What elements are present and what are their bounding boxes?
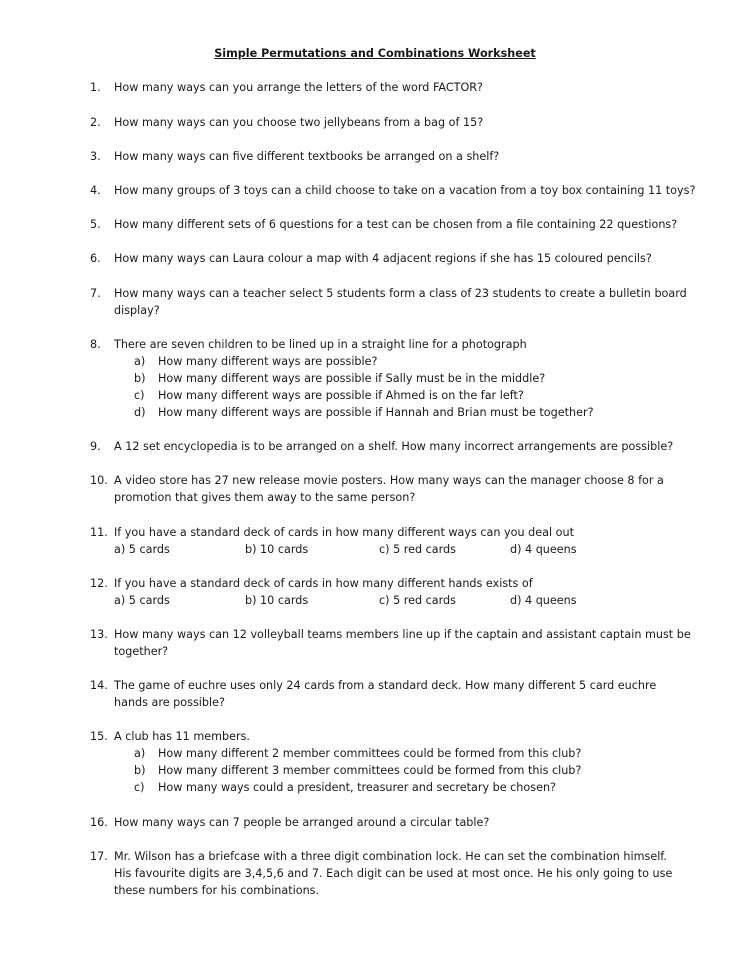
question-8 [90,336,710,421]
question-17 [90,848,710,899]
sub-text: How many different ways are possible if Sally must be in the middle? [158,372,546,385]
option-a: a) 5 cards [114,594,170,607]
option-d: d) 4 queens [510,543,577,556]
question-text: How many different sets of 6 questions for a test can be chosen from a file containing 22 questions? [114,218,678,231]
question-number: 5. [90,218,101,231]
question-text-line: The game of euchre uses only 24 cards from a standard deck. How many different 5 card euchre [114,679,657,692]
question-4 [90,182,710,199]
question-15 [90,728,710,796]
question-9 [90,438,710,455]
question-11 [90,524,710,558]
sub-label: b) [134,372,146,385]
question-text-line: display? [114,304,160,317]
question-6 [90,250,710,267]
sub-question-a [134,745,710,762]
question-number: 9. [90,440,101,453]
question-text: A club has 11 members. [114,730,250,743]
option-b: b) 10 cards [245,543,309,556]
option-a: a) 5 cards [114,543,170,556]
question-5 [90,216,710,233]
question-number: 12. [90,577,108,590]
sub-text: How many different ways are possible if Ahmed is on the far left? [158,389,524,402]
question-number: 10. [90,474,108,487]
question-text: How many ways can 7 people be arranged around a circular table? [114,816,490,829]
sub-text: How many different 2 member committees could be formed from this club? [158,747,582,760]
sub-label: a) [134,355,146,368]
question-text: How many groups of 3 toys can a child choose to take on a vacation from a toy box containing 11 toys? [114,184,696,197]
question-text: How many ways can five different textbooks be arranged on a shelf? [114,150,500,163]
answer-options [114,592,710,609]
question-number: 17. [90,850,108,863]
sub-question-b [134,762,710,779]
sub-text: How many ways could a president, treasurer and secretary be chosen? [158,781,556,794]
option-d: d) 4 queens [510,594,577,607]
sub-text: How many different 3 member committees could be formed from this club? [158,764,582,777]
sub-text: How many different ways are possible? [158,355,378,368]
question-number: 13. [90,628,108,641]
option-c: c) 5 red cards [379,594,456,607]
question-number: 6. [90,252,101,265]
question-text-line: His favourite digits are 3,4,5,6 and 7. Each digit can be used at most once. He his only going to use [114,867,673,880]
question-text: If you have a standard deck of cards in how many different ways can you deal out [114,526,574,539]
worksheet-title: Simple Permutations and Combinations Worksheet [214,47,536,60]
question-text: If you have a standard deck of cards in how many different hands exists of [114,577,533,590]
question-1 [90,79,710,96]
question-number: 7. [90,287,101,300]
sub-question-a [134,353,710,370]
answer-options [114,541,710,558]
question-text-line: How many ways can a teacher select 5 students form a class of 23 students to create a bulletin board [114,287,687,300]
question-number: 15. [90,730,108,743]
sub-label: c) [134,389,145,402]
question-7 [90,285,710,319]
sub-question-c [134,779,710,796]
question-number: 8. [90,338,101,351]
question-2 [90,114,710,131]
question-text-line: A video store has 27 new release movie posters. How many ways can the manager choose 8 for a [114,474,664,487]
question-text-line: these numbers for his combinations. [114,884,320,897]
sub-question-c [134,387,710,404]
question-text: There are seven children to be lined up in a straight line for a photograph [114,338,527,351]
question-10 [90,472,710,506]
option-c: c) 5 red cards [379,543,456,556]
question-number: 4. [90,184,101,197]
question-text-line: How many ways can 12 volleyball teams members line up if the captain and assistant captain must be [114,628,691,641]
question-number: 3. [90,150,101,163]
question-number: 2. [90,116,101,129]
sub-text: How many different ways are possible if Hannah and Brian must be together? [158,406,594,419]
sub-label: b) [134,764,146,777]
question-text-line: promotion that gives them away to the same person? [114,491,416,504]
question-number: 14. [90,679,108,692]
question-3 [90,148,710,165]
question-text: How many ways can you choose two jellybeans from a bag of 15? [114,116,484,129]
question-text: A 12 set encyclopedia is to be arranged on a shelf. How many incorrect arrangements are possible? [114,440,674,453]
sub-label: a) [134,747,146,760]
option-b: b) 10 cards [245,594,309,607]
sub-question-b [134,370,710,387]
question-16 [90,814,710,831]
question-text: How many ways can you arrange the letters of the word FACTOR? [114,81,483,94]
question-number: 11. [90,526,108,539]
question-text-line: Mr. Wilson has a briefcase with a three digit combination lock. He can set the combination himself. [114,850,667,863]
question-text: How many ways can Laura colour a map with 4 adjacent regions if she has 15 coloured pencils? [114,252,652,265]
question-number: 16. [90,816,108,829]
sub-question-d [134,404,710,421]
sub-label: d) [134,406,146,419]
question-number: 1. [90,81,101,94]
question-text-line: hands are possible? [114,696,225,709]
question-14 [90,677,710,711]
question-12 [90,575,710,609]
question-text-line: together? [114,645,169,658]
question-13 [90,626,710,660]
sub-label: c) [134,781,145,794]
